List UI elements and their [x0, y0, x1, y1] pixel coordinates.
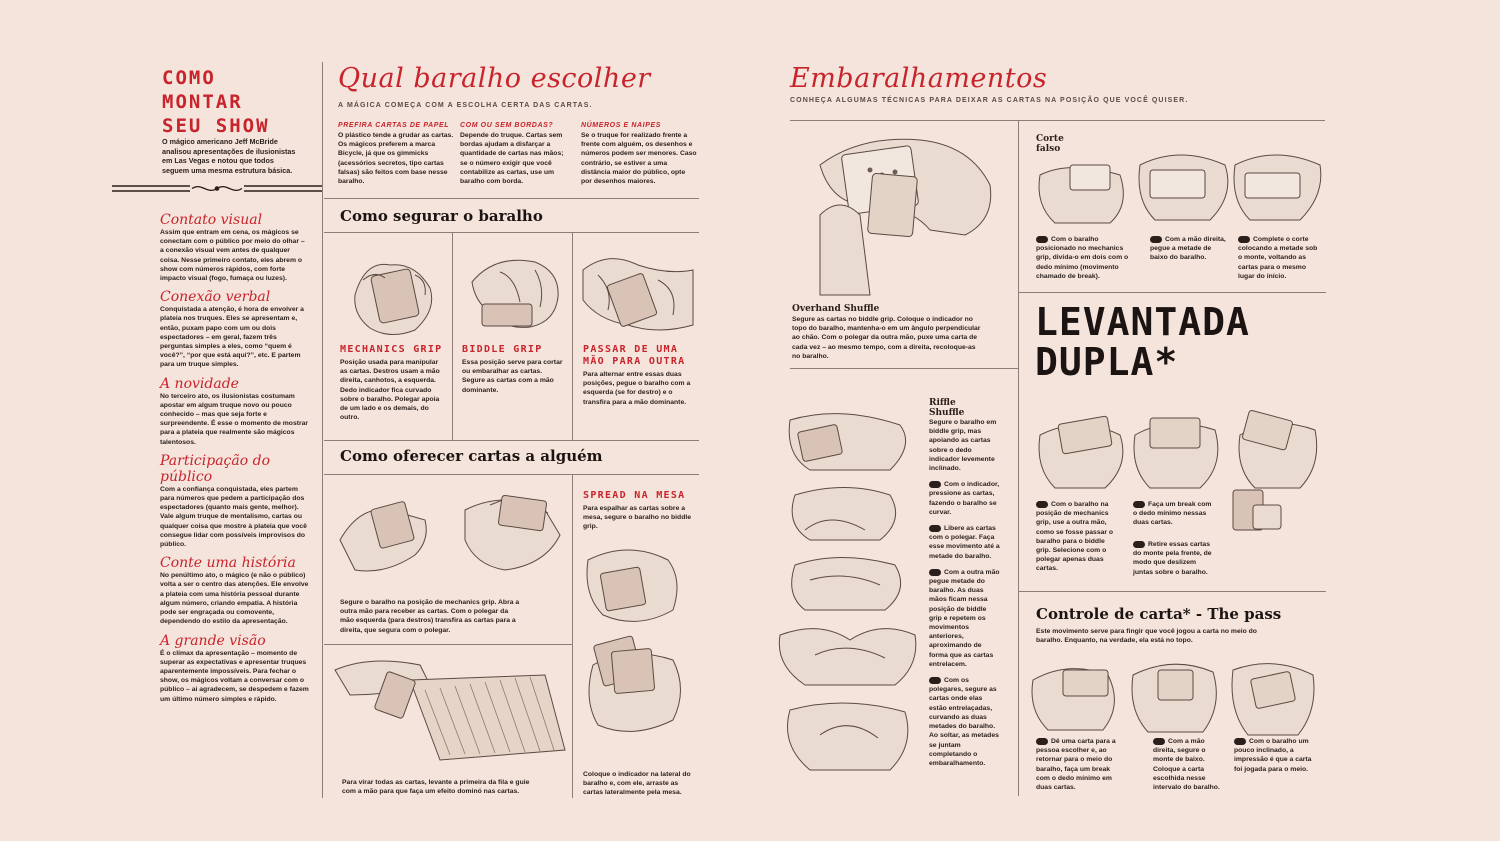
step-number-icon: [929, 569, 941, 576]
deck-col-1: [338, 122, 456, 186]
double-lift-illustration: [1030, 390, 1325, 495]
section-text: É o clímax da apresentação – momento de superar as expectativas e apresentar truques aparentemente impossíveis. Para fechar o show, os mágicos voltam a conversar com o público – ai agradecem, se despedem e fazem um último número simples e rápido.: [160, 649, 309, 703]
show-title-line-2: MONTAR: [162, 91, 243, 113]
pass-step-text: Dê uma carta para a pessoa escolher e, ao retornar para o meio do baralho, faça um break com o dedo mínimo em duas cartas.: [1036, 738, 1116, 792]
show-sections: [160, 212, 310, 704]
section-title: A novidade: [160, 375, 239, 392]
false-cut-step-text: Com o baralho posicionado no mechanics grip, divida-o em dois com o dedo mínimo (movimento chamado de break).: [1036, 236, 1129, 280]
step-number-icon: [929, 677, 941, 684]
double-lift-title: [1035, 302, 1250, 382]
section-text: Conquistada a atenção, é hora de envolver a plateia nos truques. Eles se apresentam e, então, puxam papo com um ou dois espectadores – em geral, fazem três perguntas simples a eles, como “quem é você?”, “por que está aqui?”, etc. E partem para um truque simples.: [160, 306, 304, 369]
false-cut-step-1: [1036, 235, 1132, 281]
double-lift-step-2: [1133, 500, 1213, 528]
section-text: No terceiro ato, os ilusionistas costumam apostar em algum truque novo ou pouco conhecido – mas que seja forte e surpreendente. É esse o momento de mostrar para a plateia que realmente são mágicos talentosos.: [160, 392, 309, 446]
section-text: Assim que entram em cena, os mágicos se conectam com o público por meio do olhar – a conexão visual vem antes de qualquer coisa. Nesse primeiro contato, eles abrem o show com números rápidos, com forte impacto visual (fogo, fumaça ou luzes).: [160, 229, 305, 283]
overhand-text: Segure as cartas no biddle grip. Coloque o indicador no topo do baralho, mantenha-o em um ângulo perpendicular ao chão. Com o polegar da outra mão, puxe uma carta de cada vez – ao mesmo tempo, com a direita, recoloque-as no baralho.: [792, 316, 981, 360]
grip-mechanics: [340, 344, 445, 422]
the-pass-illustration: [1028, 650, 1318, 740]
mechanics-grip-illustration: [345, 240, 445, 340]
section-item: [160, 633, 310, 704]
riffle-step: Segure o baralho em biddle grip, mas apoiando as cartas sobre o dedo indicador levemente inclinado.: [929, 419, 997, 473]
double-lift-title-line-2: DUPLA*: [1035, 340, 1179, 384]
deck-title: Qual baralho escolher: [338, 63, 651, 94]
double-lift-step-1: [1036, 500, 1118, 574]
shuffles-subtitle: CONHEÇA ALGUMAS TÉCNICAS PARA DEIXAR AS CARTAS NA POSIÇÃO QUE VOCÊ QUISER.: [790, 97, 1189, 104]
show-title: [162, 66, 312, 138]
deck-col-text: O plástico tende a grudar as cartas. Os mágicos preferem a marca Bicycle, já que os gimmicks (acessórios secretos, tipo cartas falsas) são feitos com base nesse baralho.: [338, 132, 454, 186]
false-cut-step-text: Com a mão direita, pegue a metade de baixo do baralho.: [1150, 236, 1226, 262]
deck-col-text: Depende do truque. Cartas sem bordas ajudam a disfarçar a quantidade de cartas nas mãos; se o número exigir que você contabilize as cartas, use um baralho com borda.: [460, 132, 564, 186]
riffle-step: Com os polegares, segure as cartas onde elas estão entrelaçadas, curvando as duas metades do baralho. Ao soltar, as metades se juntam completando o embaralhamento.: [929, 677, 999, 767]
deck-col-head: NÚMEROS E NAIPES: [581, 122, 661, 129]
deck-col-2: [460, 122, 572, 186]
deck-subtitle: A MÁGICA COMEÇA COM A ESCOLHA CERTA DAS CARTAS.: [338, 102, 593, 109]
grip-transfer: [583, 344, 698, 407]
riffle-title: Riffle Shuffle: [929, 398, 965, 418]
overhand-title: Overhand Shuffle: [792, 304, 880, 314]
grip-biddle: [462, 344, 566, 395]
rule: [452, 232, 453, 440]
domino-flip-illustration: [330, 650, 568, 770]
offer-cards-illustration: [335, 480, 567, 592]
ornament-divider: [112, 182, 322, 194]
section-title: Participação do público: [160, 452, 271, 485]
false-cut-illustration: [1030, 135, 1325, 230]
pass-title: Controle de carta* - The pass: [1036, 605, 1282, 623]
rule: [1018, 120, 1019, 796]
double-lift-step-3: [1133, 540, 1215, 577]
pass-step-1: [1036, 737, 1121, 792]
rule: [324, 440, 699, 441]
rule: [790, 368, 1018, 369]
section-title: Conte uma história: [160, 555, 296, 572]
rule: [1018, 292, 1326, 293]
grip-text: Para alternar entre essas duas posições, pegue o baralho com a esquerda (se for destro) e o transfira para a mão dominante.: [583, 371, 691, 406]
grip-text: Essa posição serve para cortar ou embaralhar as cartas. Segure as cartas com a mão dominante.: [462, 359, 563, 394]
riffle-step: Com a outra mão pegue metade do baralho. As duas mãos ficam nessa posição de biddle grip e repetem os movimentos anteriores, aproximando de forma que as cartas entrelacem.: [929, 568, 1000, 668]
riffle-shuffle-illustration: [770, 400, 925, 785]
spread-text: Para espalhar as cartas sobre a mesa, segure o baralho no biddle grip.: [583, 505, 692, 531]
section-item: [160, 376, 310, 447]
deck-col-head: COM OU SEM BORDAS?: [460, 122, 554, 129]
step-number-icon: [1238, 236, 1250, 243]
step-number-icon: [1036, 501, 1048, 508]
step-number-icon: [929, 525, 941, 532]
overhand-shuffle-illustration: [800, 125, 1005, 300]
rule: [324, 644, 572, 645]
riffle-step: Com o indicador, pressione as cartas, fazendo o baralho se curvar.: [929, 481, 1000, 516]
show-title-line-3: SEU SHOW: [162, 115, 270, 137]
riffle-step: Libere as cartas com o polegar. Faça esse movimento até a metade do baralho.: [929, 525, 1000, 560]
rule: [1018, 591, 1326, 592]
rule: [572, 232, 573, 440]
rule: [324, 232, 699, 233]
show-intro: O mágico americano Jeff McBride analisou apresentações de ilusionistas em Las Vegas e notou que todos seguem uma mesma estrutura básica.: [162, 137, 296, 175]
double-lift-step-text: Com o baralho na posição de mechanics grip, use a outra mão, como se fosse passar o baralho para o biddle grip. Selecione com o polegar apenas duas cartas.: [1036, 501, 1114, 573]
pass-step-text: Com a mão direita, segure o monte de baixo. Coloque a carta escolhida nesse intervalo do baralho.: [1153, 738, 1220, 792]
shuffles-title: Embaralhamentos: [790, 63, 1048, 94]
table-spread-illustration: [578, 540, 696, 760]
riffle-block: [929, 398, 1001, 768]
double-lift-card-illustration: [1228, 485, 1288, 535]
grip-head: MECHANICS GRIP: [340, 344, 443, 355]
pass-step-2: [1153, 737, 1223, 792]
column-rule: [322, 62, 323, 798]
pass-intro: Este movimento serve para fingir que você jogou a carta no meio do baralho. Enquanto, na verdade, ela está no topo.: [1036, 628, 1257, 645]
section-item: [160, 555, 310, 626]
deck-col-text: Se o truque for realizado frente a frente com alguém, os desenhos e números podem ser menores. Caso contrário, se estiver a uma distância maior do público, opte por desenhos maiores.: [581, 132, 697, 186]
step-number-icon: [1133, 541, 1145, 548]
double-lift-title-line-1: LEVANTADA: [1035, 300, 1250, 344]
section-item: [160, 453, 310, 549]
section-text: No penúltimo ato, o mágico (e não o público) volta a ser o centro das atenções. Ele envolve a plateia com uma história pessoal durante algum número, criando empatia. A história pode ser engraçada ou comovente, dependendo do estilo da apresentação.: [160, 572, 309, 626]
pass-step-3: [1234, 737, 1319, 774]
spread-text-2: Coloque o indicador na lateral do baralho e, com ele, arraste as cartas lateralmente pela mesa.: [583, 771, 691, 797]
deck-col-head: PREFIRA CARTAS DE PAPEL: [338, 122, 450, 129]
false-cut-title: Corte falso: [1036, 134, 1064, 154]
grip-head: PASSAR DE UMA MÃO PARA OUTRA: [583, 344, 686, 367]
rule: [790, 120, 1325, 121]
rule: [324, 198, 699, 199]
offer-text-1: Segure o baralho na posição de mechanics grip. Abra a outra mão para receber as cartas. Com o polegar da mão esquerda (para destros) transfira as cartas para a direita, que segura com o polegar.: [340, 599, 520, 634]
spread-head: SPREAD NA MESA: [583, 490, 686, 501]
spread-block: [583, 490, 693, 532]
section-text: Com a confiança conquistada, eles partem para números que pedem a participação dos espectadores (quanto mais gente, melhor). Vale algum truque de mentalismo, cartas ou qualquer coisa que mostre à plateia que você consegue lidar com possíveis improvisos do público.: [160, 485, 307, 549]
step-number-icon: [1036, 738, 1048, 745]
false-cut-step-2: [1150, 235, 1230, 263]
section-item: [160, 212, 310, 283]
false-cut-step-3: [1238, 235, 1323, 281]
step-number-icon: [929, 481, 941, 488]
step-number-icon: [1133, 501, 1145, 508]
show-title-line-1: COMO: [162, 67, 216, 89]
double-lift-step-text: Retire essas cartas do monte pela frente, de modo que deslizem juntas sobre o baralho.: [1133, 541, 1212, 576]
double-lift-step-text: Faça um break com o dedo mínimo nessas duas cartas.: [1133, 501, 1212, 527]
false-cut-step-text: Complete o corte colocando a metade sob o monte, voltando as cartas para o mesmo lugar do início.: [1238, 236, 1318, 280]
step-number-icon: [1036, 236, 1048, 243]
deck-col-3: [581, 122, 697, 186]
overhand-block: [792, 304, 982, 361]
step-number-icon: [1234, 738, 1246, 745]
section-title: Contato visual: [160, 212, 263, 228]
offer-title: Como oferecer cartas a alguém: [340, 447, 603, 465]
pass-step-text: Com o baralho um pouco inclinado, a impressão é que a carta foi jogada para o meio.: [1234, 738, 1312, 773]
hold-title: Como segurar o baralho: [340, 207, 543, 225]
hand-transfer-illustration: [578, 240, 698, 340]
grip-text: Posição usada para manipular as cartas. Destros usam a mão direita, canhotos, a esquerda. Dedo indicador fica curvado sobre o baralho. Polegar apoia de um lado e os demais, do outro.: [340, 359, 440, 422]
offer-text-2: Para virar todas as cartas, levante a primeira da fila e guie com a mão para que faça um efeito dominó nas cartas.: [342, 779, 530, 796]
step-number-icon: [1153, 738, 1165, 745]
section-item: [160, 289, 310, 369]
grip-head: BIDDLE GRIP: [462, 344, 543, 355]
section-title: Conexão verbal: [160, 289, 271, 306]
rule: [572, 474, 573, 798]
biddle-grip-illustration: [460, 242, 565, 337]
section-title: A grande visão: [160, 632, 266, 649]
rule: [324, 474, 699, 475]
step-number-icon: [1150, 236, 1162, 243]
